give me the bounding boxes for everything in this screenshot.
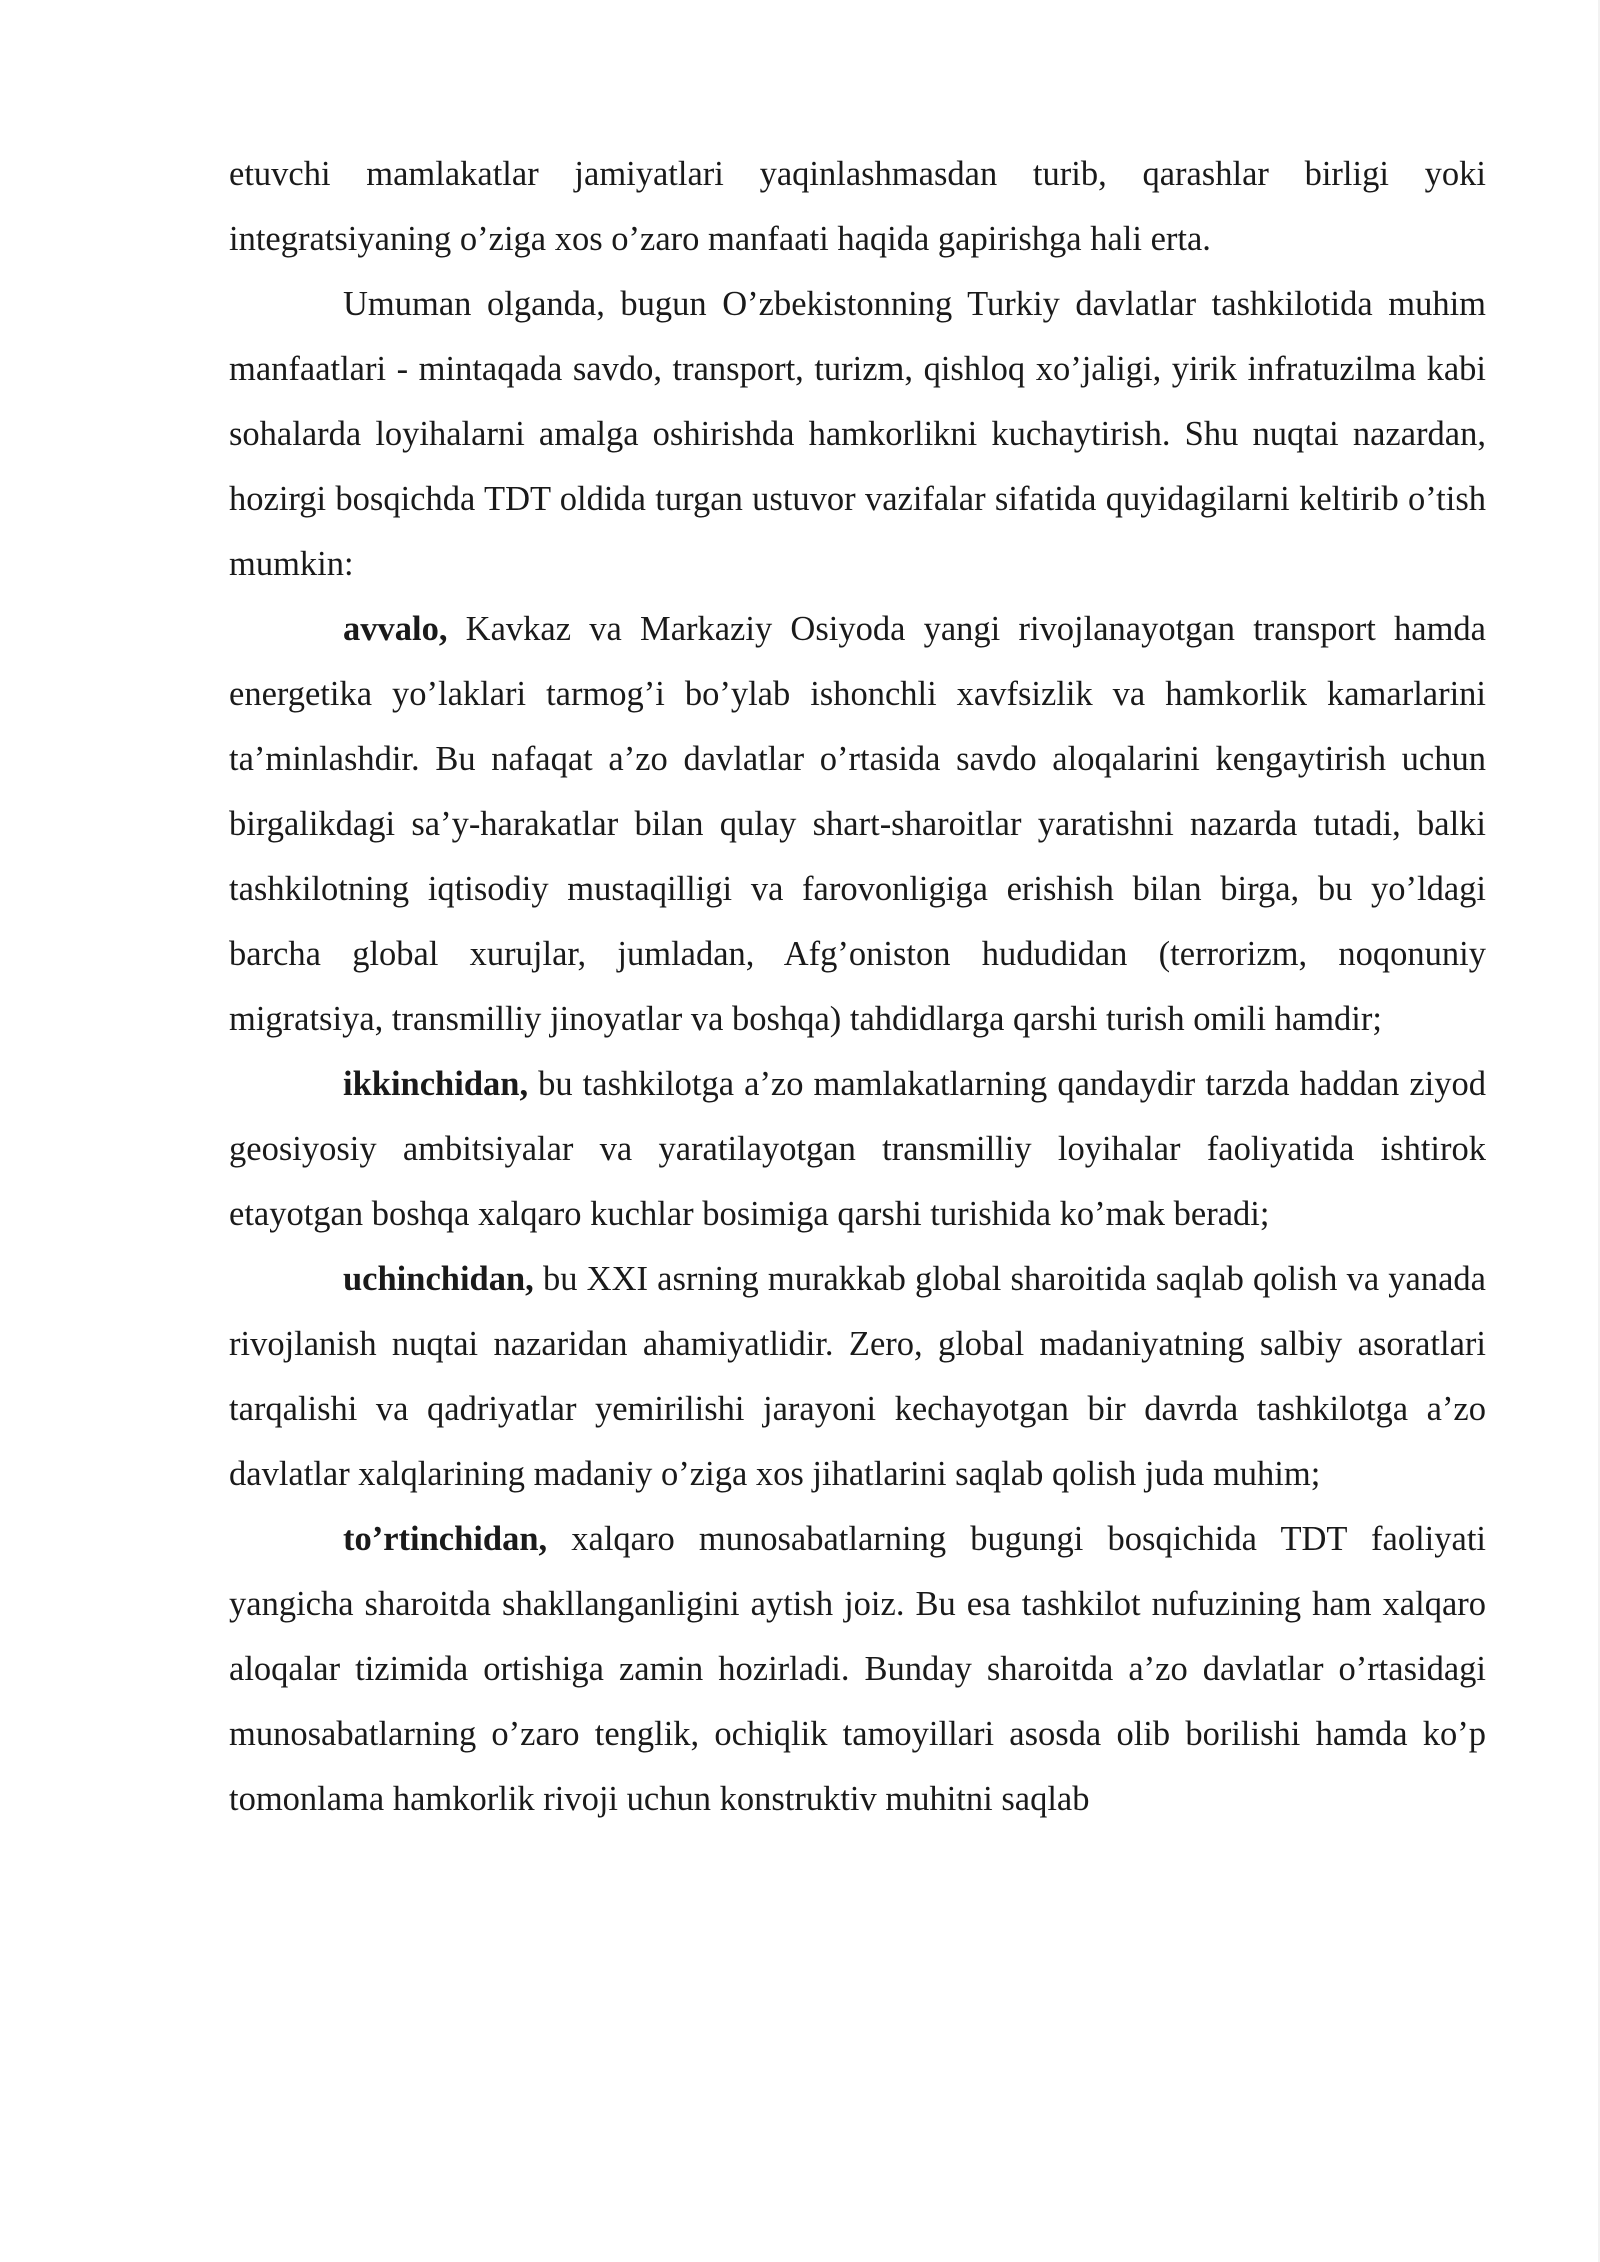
paragraph-1 bbox=[229, 142, 1486, 272]
paragraph-5-text: bu XXI asrning murakkab global sharoitida saqlab qolish va yanada rivojlanish nuqtai nazaridan ahamiyatlidir. Zero, global madaniyatning salbiy asoratlari tarqalishi va qadriyatlar yemirilishi jarayoni kechayotgan bir davrda tashkilotga a’zo davlatlar xalqlarining madaniy o’ziga xos jihatlarini saqlab qolish juda muhim; bbox=[229, 1260, 1486, 1493]
paragraph-2 bbox=[229, 272, 1486, 597]
paragraph-6 bbox=[229, 1507, 1486, 1832]
paragraph-5 bbox=[229, 1247, 1486, 1507]
paragraph-6-text: xalqaro munosabatlarning bugungi bosqichida TDT faoliyati yangicha sharoitda shakllanganligini aytish joiz. Bu esa tashkilot nufuzining ham xalqaro aloqalar tizimida ortishiga zamin hozirladi. Bunday sharoitda a’zo davlatlar o’rtasidagi munosabatlarning o’zaro tenglik, ochiqlik tamoyillari asosda olib borilishi hamda ko’p tomonlama hamkorlik rivoji uchun konstruktiv muhitni saqlab bbox=[229, 1520, 1486, 1818]
paragraph-3-lead: avvalo, bbox=[343, 610, 448, 648]
paragraph-2-text: Umuman olganda, bugun O’zbekistonning Turkiy davlatlar tashkilotida muhim manfaatlari - mintaqada savdo, transport, turizm, qishloq xo’jaligi, yirik infratuzilma kabi sohalarda loyihalarni amalga oshirishda hamkorlikni kuchaytirish. Shu nuqtai nazardan, hozirgi bosqichda TDT oldida turgan ustuvor vazifalar sifatida quyidagilarni keltirib o’tish mumkin: bbox=[229, 285, 1486, 583]
paragraph-3 bbox=[229, 597, 1486, 1052]
paragraph-4-lead: ikkinchidan, bbox=[343, 1065, 529, 1103]
document-page bbox=[229, 142, 1486, 1832]
paragraph-1-text: etuvchi mamlakatlar jamiyatlari yaqinlashmasdan turib, qarashlar birligi yoki integratsiyaning o’ziga xos o’zaro manfaati haqida gapirishga hali erta. bbox=[229, 155, 1486, 258]
paragraph-6-lead: to’rtinchidan, bbox=[343, 1520, 548, 1558]
paragraph-5-lead: uchinchidan, bbox=[343, 1260, 534, 1298]
paragraph-3-text: Kavkaz va Markaziy Osiyoda yangi rivojlanayotgan transport hamda energetika yo’laklari tarmog’i bo’ylab ishonchli xavfsizlik va hamkorlik kamarlarini ta’minlashdir. Bu nafaqat a’zo davlatlar o’rtasida savdo aloqalarini kengaytirish uchun birgalikdagi sa’y-harakatlar bilan qulay shart-sharoitlar yaratishni nazarda tutadi, balki tashkilotning iqtisodiy mustaqilligi va farovonligiga erishish bilan birga, bu yo’ldagi barcha global xurujlar, jumladan, Afg’oniston hududidan (terrorizm, noqonuniy migratsiya, transmilliy jinoyatlar va boshqa) tahdidlarga qarshi turish omili hamdir; bbox=[229, 610, 1486, 1038]
paragraph-4-text: bu tashkilotga a’zo mamlakatlarning qandaydir tarzda haddan ziyod geosiyosiy ambitsiyalar va yaratilayotgan transmilliy loyihalar faoliyatida ishtirok etayotgan boshqa xalqaro kuchlar bosimiga qarshi turishida ko’mak beradi; bbox=[229, 1065, 1486, 1233]
paragraph-4 bbox=[229, 1052, 1486, 1247]
